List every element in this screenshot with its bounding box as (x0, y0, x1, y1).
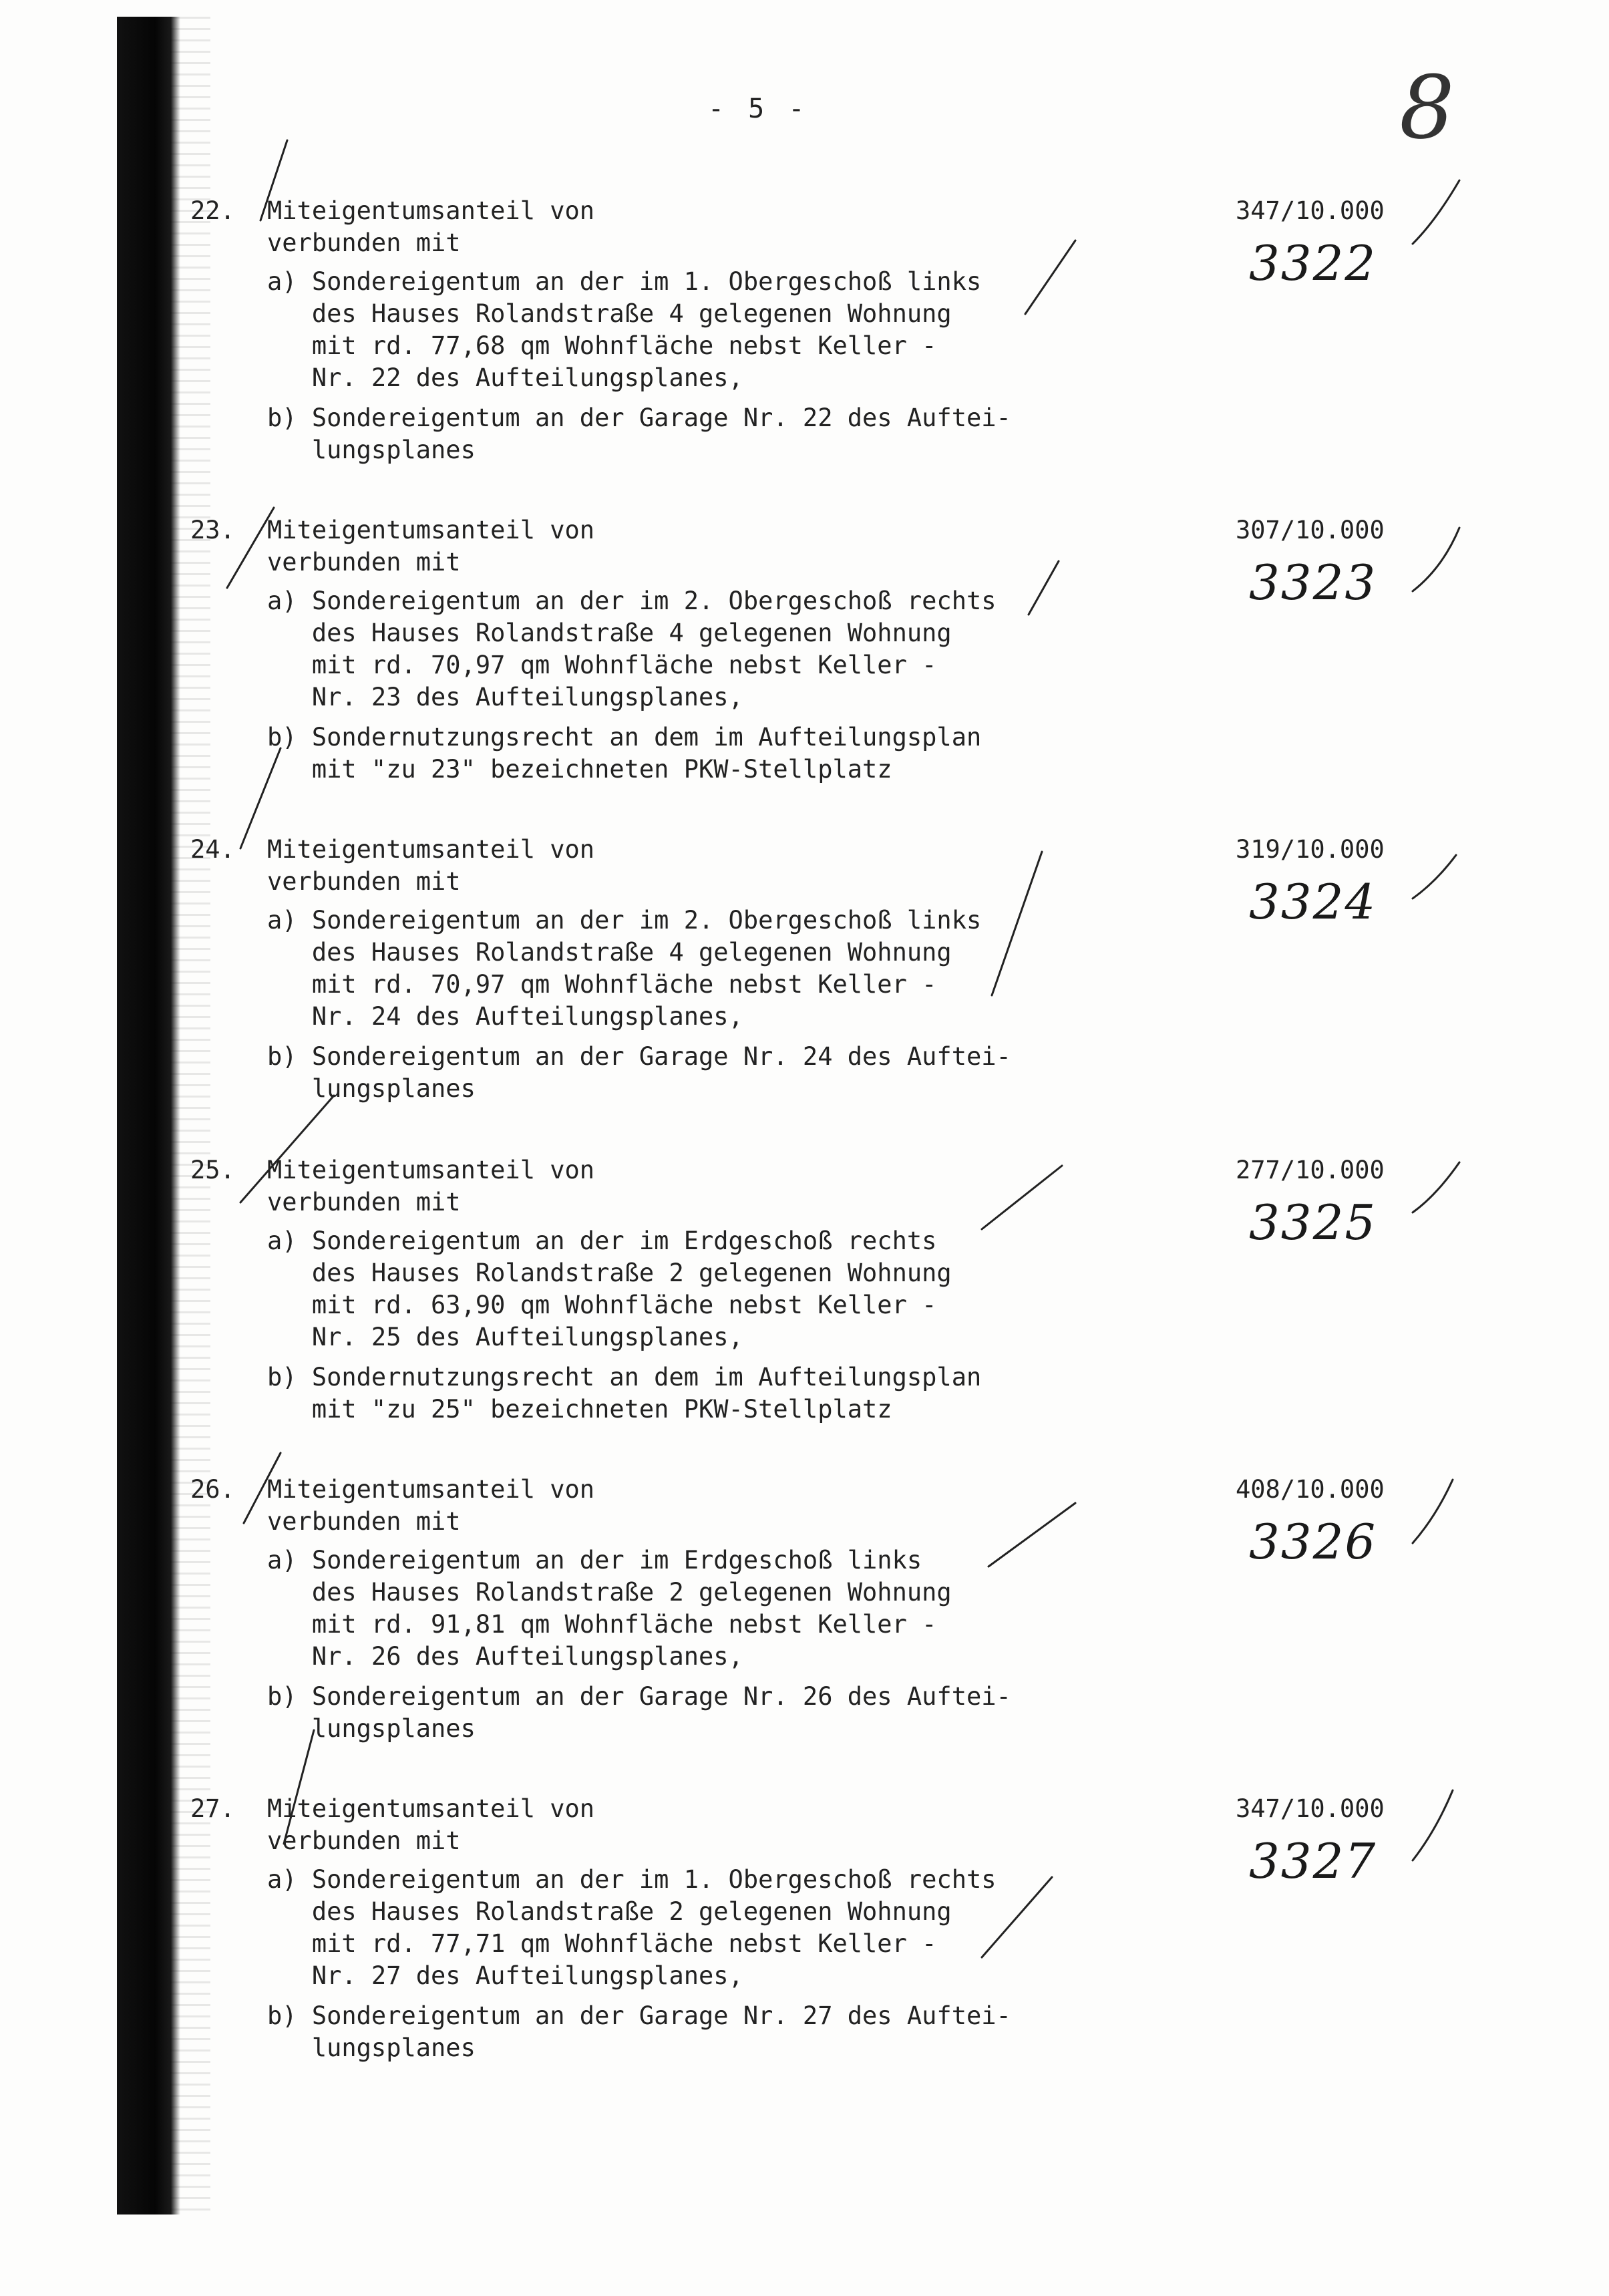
entry-heading: Miteigentumsanteil von verbunden mit (267, 835, 595, 896)
entry-item-b: b) Sondernutzungsrecht an dem im Aufteilungsplan mit "zu 23" bezeichneten PKW-Stellplatz (267, 723, 982, 784)
entry-number: 23. (190, 516, 235, 544)
entry-item-b: b) Sondereigentum an der Garage Nr. 26 des Auftei- lungsplanes (267, 1682, 1011, 1743)
check-mark (982, 1166, 1062, 1229)
entry-item-a: a) Sondereigentum an der im Erdgeschoß links des Hauses Rolandstraße 2 gelegenen Wohnung mit rd. 91,81 qm Wohnfläche nebst Keller - Nr. 26 des Aufteilungsplanes, (267, 1546, 952, 1671)
entry-heading: Miteigentumsanteil von verbunden mit (267, 1475, 595, 1536)
entry-heading: Miteigentumsanteil von verbunden mit (267, 1794, 595, 1855)
entry-number: 27. (190, 1794, 235, 1823)
entry-number: 25. (190, 1156, 235, 1184)
entry-heading: Miteigentumsanteil von verbunden mit (267, 516, 595, 577)
ownership-share: 307/10.000 (1236, 516, 1385, 544)
handwritten-register-number: 3326 (1249, 1514, 1377, 1570)
ownership-share: 347/10.000 (1236, 196, 1385, 225)
check-mark (1413, 1480, 1453, 1543)
entry-item-a: a) Sondereigentum an der im 1. Obergeschoß rechts des Hauses Rolandstraße 2 gelegenen Wohnung mit rd. 77,71 qm Wohnfläche nebst Keller - Nr. 27 des Aufteilungsplanes, (267, 1865, 997, 1990)
check-mark (992, 852, 1042, 995)
ownership-share: 408/10.000 (1236, 1475, 1385, 1504)
entry-item-a: a) Sondereigentum an der im Erdgeschoß rechts des Hauses Rolandstraße 2 gelegenen Wohnung mit rd. 63,90 qm Wohnfläche nebst Keller - Nr. 25 des Aufteilungsplanes, (267, 1226, 952, 1351)
entry-item-a: a) Sondereigentum an der im 1. Obergeschoß links des Hauses Rolandstraße 4 gelegenen Wohnung mit rd. 77,68 qm Wohnfläche nebst Keller - Nr. 22 des Aufteilungsplanes, (267, 267, 982, 392)
check-mark (1413, 1162, 1459, 1212)
check-mark (1413, 528, 1459, 591)
check-mark (989, 1503, 1075, 1567)
check-mark (1413, 1790, 1453, 1860)
handwritten-register-number: 3324 (1249, 874, 1377, 930)
check-mark (1413, 180, 1459, 244)
entry-number: 26. (190, 1475, 235, 1504)
entry-item-b: b) Sondereigentum an der Garage Nr. 27 des Auftei- lungsplanes (267, 2001, 1011, 2062)
entry-heading: Miteigentumsanteil von verbunden mit (267, 1156, 595, 1216)
ownership-share: 319/10.000 (1236, 835, 1385, 864)
page-number: - 5 - (708, 94, 809, 124)
handwritten-register-number: 3322 (1249, 235, 1377, 291)
entry-number: 24. (190, 835, 235, 864)
entry-item-b: b) Sondereigentum an der Garage Nr. 24 des Auftei- lungsplanes (267, 1042, 1011, 1103)
ownership-share: 277/10.000 (1236, 1156, 1385, 1184)
entry-item-b: b) Sondereigentum an der Garage Nr. 22 des Auftei- lungsplanes (267, 403, 1011, 464)
entry-item-a: a) Sondereigentum an der im 2. Obergeschoß rechts des Hauses Rolandstraße 4 gelegenen Wohnung mit rd. 70,97 qm Wohnfläche nebst Keller - Nr. 23 des Aufteilungsplanes, (267, 587, 997, 711)
handwritten-register-number: 3323 (1249, 554, 1377, 611)
entry-heading: Miteigentumsanteil von verbunden mit (267, 196, 595, 257)
ownership-share: 347/10.000 (1236, 1794, 1385, 1823)
check-mark (1029, 561, 1059, 615)
handwritten-register-number: 3327 (1249, 1833, 1377, 1889)
handwritten-register-number: 3325 (1249, 1194, 1377, 1251)
entry-item-a: a) Sondereigentum an der im 2. Obergeschoß links des Hauses Rolandstraße 4 gelegenen Wohnung mit rd. 70,97 qm Wohnfläche nebst Keller - Nr. 24 des Aufteilungsplanes, (267, 906, 982, 1031)
entry-item-b: b) Sondernutzungsrecht an dem im Aufteilungsplan mit "zu 25" bezeichneten PKW-Stellplatz (267, 1363, 982, 1424)
entry-number: 22. (190, 196, 235, 225)
handwritten-page-mark: 8 (1399, 57, 1455, 158)
check-mark (1025, 240, 1075, 314)
binding-shadow (170, 17, 210, 2215)
check-mark (1413, 855, 1456, 898)
